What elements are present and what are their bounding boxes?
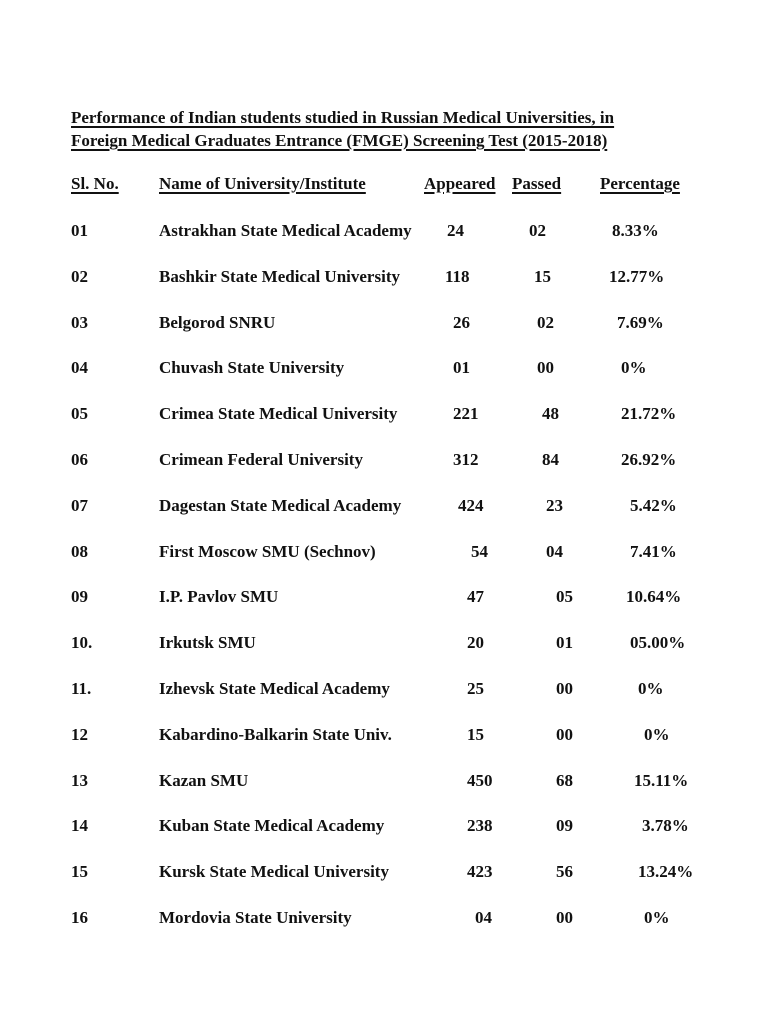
row-appeared: 01 bbox=[453, 358, 470, 377]
title-line-1: Performance of Indian students studied in Russian Medical Universities, in bbox=[71, 108, 615, 127]
row-appeared: 450 bbox=[467, 771, 493, 790]
row-passed: 56 bbox=[556, 862, 573, 881]
row-passed: 68 bbox=[556, 771, 573, 790]
table-row bbox=[0, 677, 768, 701]
row-passed: 05 bbox=[556, 587, 573, 606]
header-sl-no: Sl. No. bbox=[71, 174, 119, 193]
row-university-name: First Moscow SMU (Sechnov) bbox=[159, 542, 376, 561]
row-appeared: 423 bbox=[467, 862, 493, 881]
table-row bbox=[0, 448, 768, 472]
row-university-name: Mordovia State University bbox=[159, 908, 352, 927]
table-row bbox=[0, 540, 768, 564]
row-university-name: Bashkir State Medical University bbox=[159, 267, 400, 286]
row-appeared: 54 bbox=[471, 542, 488, 561]
row-sl-no: 15 bbox=[71, 862, 88, 881]
row-sl-no: 08 bbox=[71, 542, 88, 561]
document-title bbox=[71, 106, 711, 152]
table-row bbox=[0, 494, 768, 518]
row-appeared: 221 bbox=[453, 404, 479, 423]
row-passed: 00 bbox=[556, 908, 573, 927]
row-percentage: 0% bbox=[644, 908, 670, 927]
title-line-2: Foreign Medical Graduates Entrance (FMGE) Screening Test (2015-2018) bbox=[71, 131, 608, 150]
row-percentage: 13.24% bbox=[638, 862, 694, 881]
header-name: Name of University/Institute bbox=[159, 174, 366, 193]
table-row bbox=[0, 265, 768, 289]
row-university-name: Dagestan State Medical Academy bbox=[159, 496, 402, 515]
row-percentage: 12.77% bbox=[609, 267, 665, 286]
row-university-name: I.P. Pavlov SMU bbox=[159, 587, 279, 606]
table-row bbox=[0, 769, 768, 793]
table-row bbox=[0, 860, 768, 884]
table-row bbox=[0, 906, 768, 930]
row-appeared: 15 bbox=[467, 725, 484, 744]
row-passed: 09 bbox=[556, 816, 573, 835]
header-percentage: Percentage bbox=[600, 174, 680, 193]
row-percentage: 7.41% bbox=[630, 542, 677, 561]
row-sl-no: 16 bbox=[71, 908, 88, 927]
row-university-name: Izhevsk State Medical Academy bbox=[159, 679, 390, 698]
row-percentage: 15.11% bbox=[634, 771, 689, 790]
row-appeared: 26 bbox=[453, 313, 470, 332]
row-sl-no: 10. bbox=[71, 633, 93, 652]
row-sl-no: 04 bbox=[71, 358, 88, 377]
row-passed: 02 bbox=[529, 221, 546, 240]
row-passed: 23 bbox=[546, 496, 563, 515]
row-sl-no: 05 bbox=[71, 404, 88, 423]
table-row bbox=[0, 631, 768, 655]
row-sl-no: 07 bbox=[71, 496, 88, 515]
table-row bbox=[0, 356, 768, 380]
row-appeared: 118 bbox=[445, 267, 470, 286]
row-university-name: Crimean Federal University bbox=[159, 450, 363, 469]
row-university-name: Belgorod SNRU bbox=[159, 313, 276, 332]
row-passed: 48 bbox=[542, 404, 559, 423]
row-university-name: Astrakhan State Medical Academy bbox=[159, 221, 412, 240]
row-passed: 04 bbox=[546, 542, 563, 561]
row-sl-no: 01 bbox=[71, 221, 88, 240]
row-passed: 00 bbox=[537, 358, 554, 377]
row-appeared: 47 bbox=[467, 587, 484, 606]
row-university-name: Chuvash State University bbox=[159, 358, 345, 377]
table-row bbox=[0, 723, 768, 747]
row-passed: 00 bbox=[556, 679, 573, 698]
row-appeared: 20 bbox=[467, 633, 484, 652]
table-row bbox=[0, 814, 768, 838]
row-percentage: 5.42% bbox=[630, 496, 677, 515]
header-appeared: Appeared bbox=[424, 174, 496, 193]
row-passed: 15 bbox=[534, 267, 551, 286]
row-passed: 00 bbox=[556, 725, 573, 744]
row-appeared: 424 bbox=[458, 496, 484, 515]
row-percentage: 0% bbox=[638, 679, 664, 698]
row-university-name: Kabardino-Balkarin State Univ. bbox=[159, 725, 392, 744]
row-percentage: 0% bbox=[644, 725, 670, 744]
row-appeared: 04 bbox=[475, 908, 492, 927]
row-percentage: 26.92% bbox=[621, 450, 677, 469]
row-passed: 01 bbox=[556, 633, 573, 652]
row-appeared: 24 bbox=[447, 221, 464, 240]
table-row bbox=[0, 402, 768, 426]
row-sl-no: 11. bbox=[71, 679, 92, 698]
row-appeared: 312 bbox=[453, 450, 479, 469]
row-percentage: 8.33% bbox=[612, 221, 659, 240]
row-sl-no: 03 bbox=[71, 313, 88, 332]
row-sl-no: 13 bbox=[71, 771, 88, 790]
row-percentage: 0% bbox=[621, 358, 647, 377]
header-passed: Passed bbox=[512, 174, 562, 193]
row-passed: 84 bbox=[542, 450, 559, 469]
row-passed: 02 bbox=[537, 313, 554, 332]
row-university-name: Irkutsk SMU bbox=[159, 633, 256, 652]
row-percentage: 3.78% bbox=[642, 816, 689, 835]
row-appeared: 238 bbox=[467, 816, 493, 835]
row-sl-no: 12 bbox=[71, 725, 88, 744]
row-university-name: Kursk State Medical University bbox=[159, 862, 389, 881]
row-percentage: 10.64% bbox=[626, 587, 682, 606]
row-percentage: 21.72% bbox=[621, 404, 677, 423]
table-row bbox=[0, 219, 768, 243]
table-row bbox=[0, 311, 768, 335]
row-university-name: Kazan SMU bbox=[159, 771, 249, 790]
table-row bbox=[0, 585, 768, 609]
row-university-name: Crimea State Medical University bbox=[159, 404, 398, 423]
row-sl-no: 06 bbox=[71, 450, 88, 469]
row-percentage: 7.69% bbox=[617, 313, 664, 332]
row-appeared: 25 bbox=[467, 679, 484, 698]
row-percentage: 05.00% bbox=[630, 633, 686, 652]
row-university-name: Kuban State Medical Academy bbox=[159, 816, 385, 835]
row-sl-no: 09 bbox=[71, 587, 88, 606]
row-sl-no: 14 bbox=[71, 816, 88, 835]
row-sl-no: 02 bbox=[71, 267, 88, 286]
